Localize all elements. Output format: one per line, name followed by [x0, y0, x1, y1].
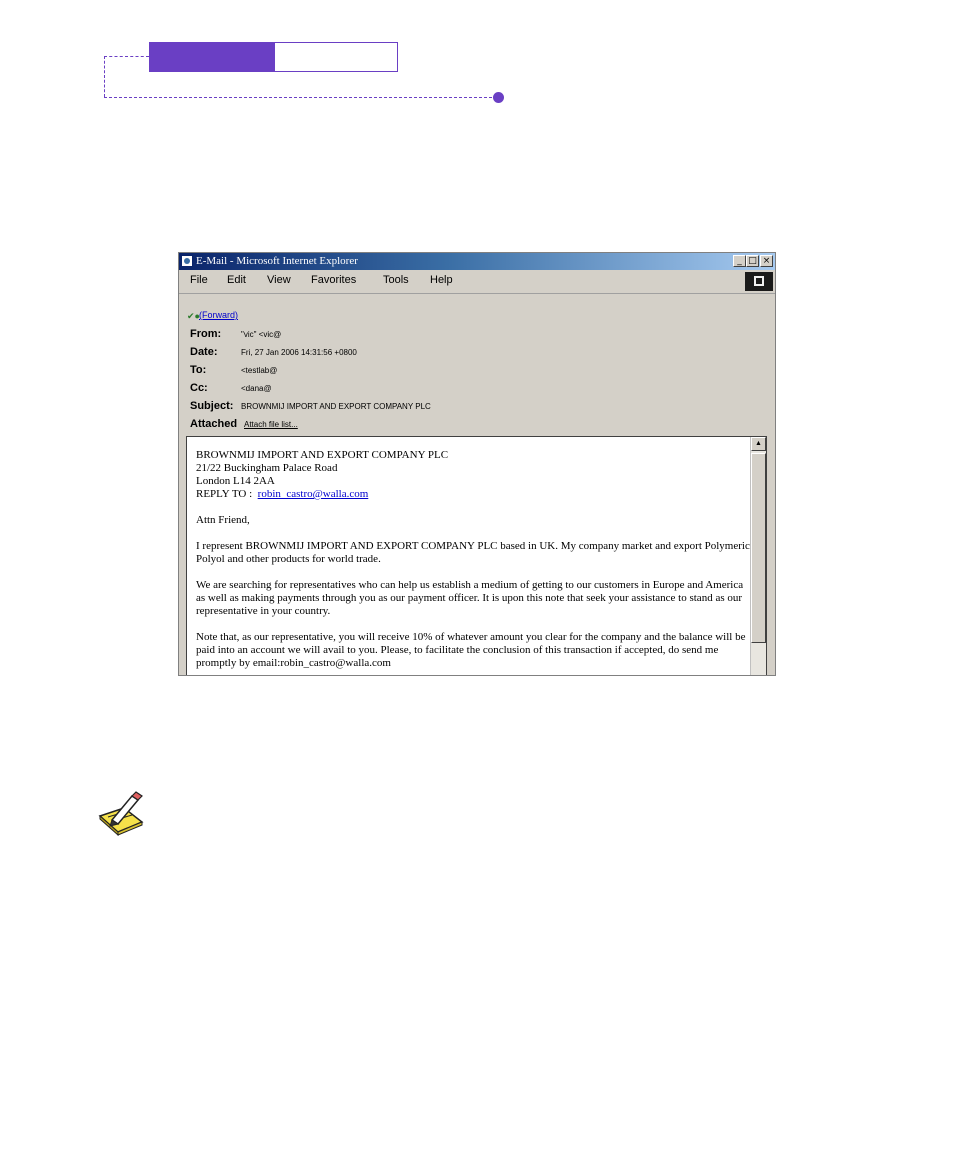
menu-file[interactable]: File: [190, 274, 208, 286]
greeting: Attn Friend,: [196, 514, 250, 526]
cc-value: <dana@: [241, 384, 272, 393]
scrollbar-thumb[interactable]: [751, 453, 766, 643]
paragraph-2: We are searching for representatives who can help us establish a medium of getting to our customers in Europe and America as well as making payments through you as our payment officer. It is upon this note that seek your assistance to stand as our representative in your country.: [196, 579, 744, 617]
date-value: Fri, 27 Jan 2006 14:31:56 +0800: [241, 348, 357, 357]
email-body: [196, 449, 751, 676]
paragraph-3: Note that, as our representative, you will receive 10% of whatever amount you clear for the company and the balance will be paid into an account we will avail to you. Please, to facilitate the conclusion of this transaction if accepted, do send me promptly by email:robin_castro@walla.com: [196, 631, 746, 669]
header-dashed-line-bottom: [104, 97, 497, 98]
subject-label: Subject:: [190, 400, 234, 412]
minimize-button[interactable]: _: [733, 255, 746, 267]
reply-to-label: REPLY TO :: [196, 488, 253, 500]
address-line-2: 21/22 Buckingham Palace Road: [196, 462, 338, 474]
from-value: "vic" <vic@: [241, 330, 282, 339]
attached-label: Attached: [190, 418, 238, 430]
email-body-panel: [186, 436, 767, 676]
date-label: Date:: [190, 346, 218, 358]
close-button[interactable]: ×: [760, 255, 773, 267]
reply-to-email-link[interactable]: robin_castro@walla.com: [257, 488, 369, 500]
vertical-scrollbar[interactable]: [750, 437, 766, 676]
address-line-3: London L14 2AA: [196, 475, 275, 487]
menu-bar: [179, 270, 775, 294]
forward-label: (Forward): [199, 310, 239, 320]
menu-favorites[interactable]: Favorites: [311, 274, 357, 286]
forward-link[interactable]: [187, 310, 238, 321]
scroll-up-arrow-icon[interactable]: ▲: [751, 437, 766, 451]
forward-icon: ✔●: [187, 310, 200, 321]
header-bar-filled: [149, 42, 274, 72]
maximize-button[interactable]: □: [746, 255, 759, 267]
paragraph-1: I represent BROWNMIJ IMPORT AND EXPORT COMPANY PLC based in UK. My company market and export Polymeric Polyol and other products for world trade.: [196, 540, 750, 565]
header-dot: [493, 92, 504, 103]
subject-value: BROWNMIJ IMPORT AND EXPORT COMPANY PLC: [241, 402, 431, 411]
windows-logo-icon: [745, 272, 773, 291]
cc-label: Cc:: [190, 382, 208, 394]
address-line-1: BROWNMIJ IMPORT AND EXPORT COMPANY PLC: [196, 449, 449, 461]
ie-window-icon: [181, 255, 193, 267]
from-label: From:: [190, 328, 222, 340]
menu-view[interactable]: View: [267, 274, 291, 286]
to-label: To:: [190, 364, 207, 376]
reply-to-line: [196, 488, 751, 501]
header-bar-empty: [274, 42, 398, 72]
note-pencil-icon: [98, 790, 146, 836]
email-window: [178, 252, 776, 676]
title-bar: [179, 253, 775, 270]
header-dashed-line-left: [104, 56, 105, 97]
email-header-panel: [179, 294, 775, 436]
header-dashed-line-top: [104, 56, 149, 57]
to-value: <testlab@: [241, 366, 278, 375]
attach-file-list-link[interactable]: Attach file list...: [244, 420, 298, 429]
menu-tools[interactable]: Tools: [383, 274, 409, 286]
menu-edit[interactable]: Edit: [227, 274, 246, 286]
window-title: E-Mail - Microsoft Internet Explorer: [196, 255, 358, 267]
menu-help[interactable]: Help: [430, 274, 453, 286]
